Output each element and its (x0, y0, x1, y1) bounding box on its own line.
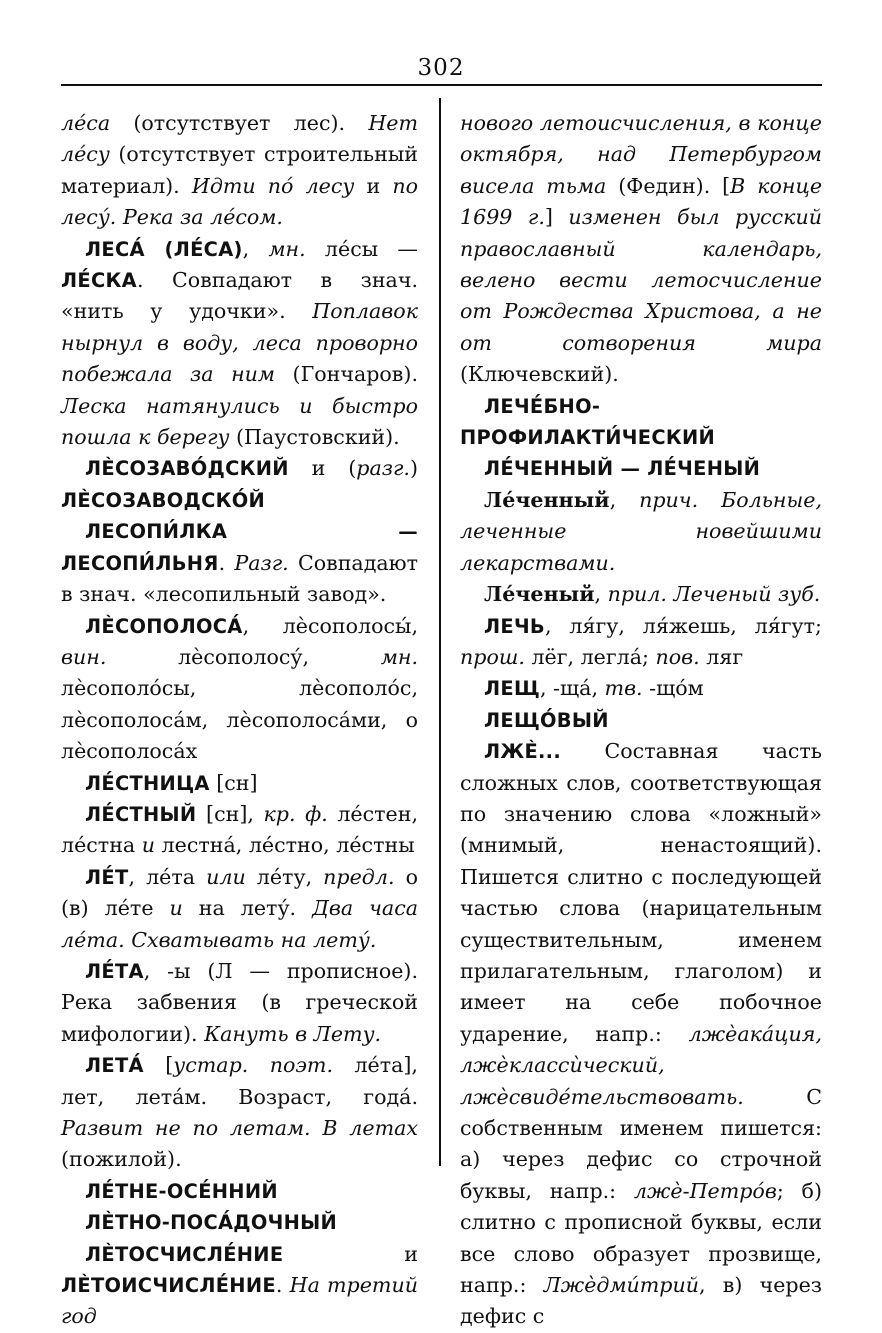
dictionary-entry: нового летоисчисления, в конце октября, над Петербургом висела тьма (Федин). [В конце 1699 г.] изменен был русский православный календарь, велено вести летосчисление от Рождества Христова, а не от сотворения мира (Ключевский). (460, 111, 823, 387)
headword: ЛЀСОПОЛОСА́ (85, 614, 243, 638)
headword: ЛЕТА́ (85, 1054, 144, 1078)
header-rule (61, 84, 822, 86)
dictionary-entry: ЛЕ́ТА, -ы (Л — прописное). Река забвения (в греческой мифологии). Кануть в Лету. (61, 958, 418, 1046)
headword: ЛЕСА́ (ЛЕ́СА) (85, 237, 243, 261)
headword: ЛЀСОЗАВОДСКО́Й (61, 488, 266, 512)
headword: ЛЕЩО́ВЫЙ (484, 708, 609, 732)
dictionary-entry: Ле́ченый, прил. Леченый зуб. (484, 582, 821, 607)
dictionary-entry: ЛЕСА́ (ЛЕ́СА), мн. ле́сы — ЛЕ́СКА. Совпадают в знач. «нить у удочки». Поплавок нырнул в воду, леса проворно побежала за ним (Гончаров). Леска натянулись и быстро пошла к берегу (Паустовский). (61, 236, 418, 450)
dictionary-entry (460, 453, 822, 484)
dictionary-entry: ЛЖЀ... Составная часть сложных слов, соответствующая по значению слова «ложный» (мнимый, ненастоящий). Пишется слитно с последующей частью слова (нарицательным существительным, именем прилагательным, глаголом) и имеет на себе побочное ударение, напр.: лжѐака́ция, лжѐклассѝческий, лжѐсвиде́тельствовать. С собственным именем пишется: а) через дефис со строчной буквы, напр.: лжѐ-Петро́в; б) слитно с прописной буквы, если все слово образует прозвище, напр.: Лжѐдми́трий, в) через дефис с (460, 739, 823, 1329)
dictionary-entry: ле́са (отсутствует лес). Нет ле́су (отсутствует строительный материал). Идти по́ лесу и по лесу́. Река за ле́сом. (61, 111, 418, 230)
headword: ЛЖЀ... (484, 740, 561, 764)
dictionary-entry: ЛЀСОЗАВО́ДСКИЙ и (разг.) ЛЀСОЗАВОДСКО́Й (61, 456, 418, 512)
dictionary-entry: ЛЕТА́ [устар. поэт. ле́та], лет, лета́м. Возраст, года́. Развит не по летам. В летах (пожилой). (61, 1053, 418, 1172)
headword: ЛЕ́ТА (85, 959, 144, 983)
dictionary-entry (460, 705, 822, 736)
dictionary-entry: ЛЀТОСЧИСЛЕ́НИЕ и ЛЀТОИСЧИСЛЕ́НИЕ. На третий год (61, 1241, 418, 1329)
left-column (61, 108, 418, 1333)
headword: ЛЕ́СТНЫЙ (85, 802, 197, 826)
right-column (460, 108, 822, 1333)
dictionary-entry: ЛЕЩ, -ща́, тв. -що́м (484, 676, 704, 701)
headword: ЛЕЧЬ (484, 614, 546, 638)
dictionary-entry: ЛЕЧЬ, ля́гу, ля́жешь, ля́гут; прош. лёг, легла́; пов. ляг (460, 613, 822, 669)
headword: ЛЕ́СТНИЦА (85, 771, 210, 795)
dictionary-entry: Ле́ченный, прич. Больные, леченные новейшими лекарствами. (460, 487, 823, 575)
headword: ЛЕ́ТНЕ-ОСЕ́ННИЙ (85, 1179, 278, 1203)
page-number: 302 (417, 55, 465, 81)
dictionary-entry: ЛЕ́СТНИЦА [сн] (85, 770, 258, 795)
headword: ЛЕЩ (484, 677, 540, 701)
dictionary-entry: ЛЕ́СТНЫЙ [сн], кр. ф. ле́стен, ле́стна и лестна́, ле́стно, ле́стны (61, 801, 418, 858)
dictionary-entry: ЛЕСОПИ́ЛКА — ЛЕСОПИ́ЛЬНЯ. Разг. Совпадают в знач. «лесопильный завод». (61, 520, 418, 607)
headword: ЛЕ́ЧЕННЫЙ — ЛЕ́ЧЕНЫЙ (484, 457, 761, 481)
headword: ЛЀТОИСЧИСЛЕ́НИЕ (61, 1274, 276, 1298)
column-divider (439, 98, 441, 1166)
headword: ЛЀТОСЧИСЛЕ́НИЕ (85, 1242, 284, 1266)
headword: ЛЕЧЕ́БНО-ПРОФИЛАКТИ́ЧЕСКИЙ (460, 394, 716, 450)
headword: ЛЕ́Т (85, 865, 129, 889)
headword: ЛЕСОПИ́ЛКА — ЛЕСОПИ́ЛЬНЯ (61, 520, 418, 575)
headword: ЛЕ́СКА (61, 269, 137, 293)
dictionary-entry: ЛЀСОПОЛОСА́, лѐсополосы́, вин. лѐсополосу́, мн. лѐсополо́сы, лѐсополо́с, лѐсополоса́м, лѐсополоса́ми, о лѐсополоса́х (61, 613, 418, 764)
dictionary-entry (61, 1207, 418, 1238)
headword: ЛЀСОЗАВО́ДСКИЙ (85, 457, 289, 481)
dictionary-entry: ЛЕ́Т, ле́та или ле́ту, предл. о (в) ле́те и на лету́. Два часа ле́та. Схватывать на лету́. (61, 864, 419, 952)
headword: ЛЀТНО-ПОСА́ДОЧНЫЙ (85, 1211, 338, 1235)
dictionary-entry (460, 391, 822, 454)
